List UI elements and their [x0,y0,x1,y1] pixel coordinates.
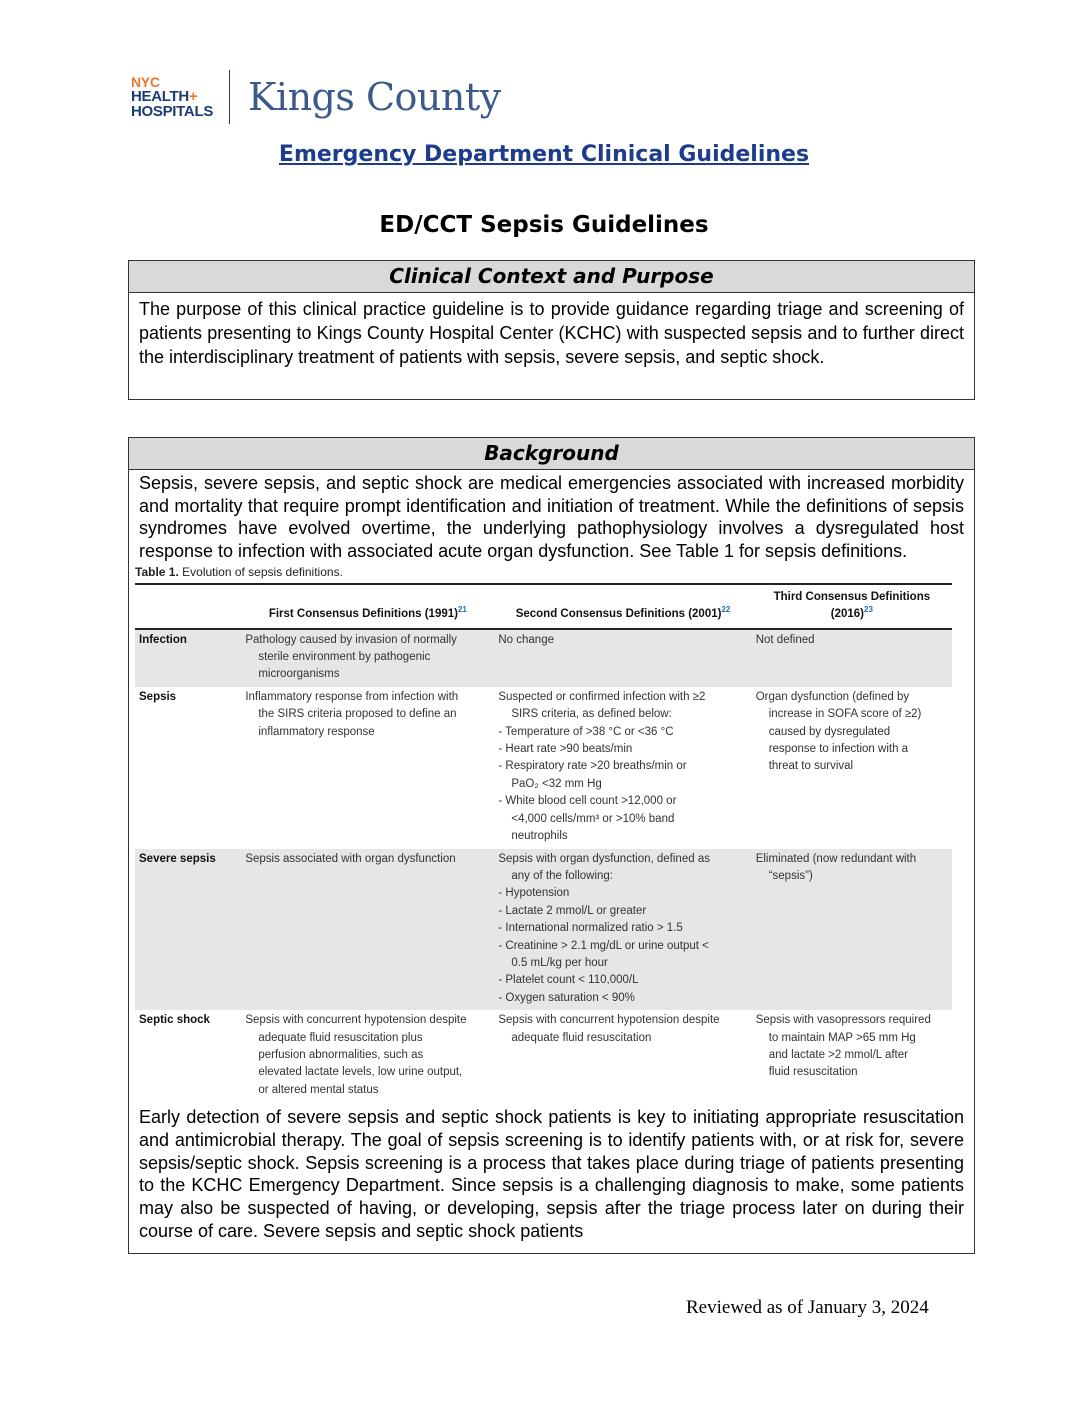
cell-line: - Creatinine > 2.1 mg/dL or urine output < [498,939,709,952]
header-blank [135,584,241,629]
cell-line: the SIRS criteria proposed to define an [258,708,457,721]
cell-second [494,1010,751,1102]
reviewed-date: Reviewed as of January 3, 2024 [686,1297,929,1318]
row-label: Septic shock [139,1014,210,1027]
cell-third [752,849,952,1011]
cell-line: <4,000 cells/mm³ or >10% band [511,812,675,825]
cell-first [241,629,494,687]
cell-first [241,849,494,1011]
cell-line: Not defined [755,633,815,646]
cell-line: microorganisms [258,668,340,681]
cell-first [241,687,494,849]
cell-line: or altered mental status [258,1083,379,1096]
row-label: Sepsis [139,690,177,703]
table-row [135,687,952,849]
cell-line: perfusion abnormalities, such as [258,1048,424,1061]
logo-nyc: NYC [131,74,160,90]
cell-line: No change [498,633,554,646]
cell-line: Suspected or confirmed infection with ≥2 [498,690,706,703]
cell-line: Sepsis with concurrent hypotension despite [245,1014,467,1027]
sepsis-definitions-table-figure [135,565,970,1102]
cell-third [752,1010,952,1102]
background-followup: Early detection of severe sepsis and septic shock patients is key to initiating appropriate resuscitation and antimicrobial therapy. The goal of sepsis screening is to identify patients with, or at risk for, severe sepsis/septic shock. Sepsis screening is a process that takes place during triage of patients presenting to the KCHC Emergency Department. Since sepsis is a challenging diagnosis to make, some patients may also be suspected of having, or developing, sepsis after the triage process later on during their course of care. Severe sepsis and septic shock patients [139,1107,964,1241]
table-caption-label: Table 1. [135,564,179,579]
logo-divider [229,70,230,124]
cell-line: elevated lactate levels, low urine output, [258,1066,463,1079]
cell-line: Sepsis with vasopressors required [755,1014,931,1027]
cell-second [494,629,751,687]
cell-line: - Respiratory rate >20 breaths/min or [498,760,687,773]
cell-line: Sepsis with organ dysfunction, defined as [498,852,710,865]
header-second-consensus: Second Consensus Definitions $(2001)^{22}$ [494,584,751,629]
cell-line: - Temperature of >38 °C or <36 °C [498,725,674,738]
nyc-health-hospitals-wordmark [131,75,213,119]
cell-line: inflammatory response [258,725,375,738]
cell-line: adequate fluid resuscitation [511,1031,652,1044]
cell-line: PaO₂ <32 mm Hg [511,777,602,790]
sepsis-definitions-table [135,583,952,1102]
row-label: Severe sepsis [135,849,241,1011]
background-section [128,437,975,1254]
cell-line: adequate fluid resuscitation plus [258,1031,423,1044]
document-subtitle: ED/CCT Sepsis Guidelines [379,212,709,238]
cell-second [494,687,751,849]
table-caption [135,565,970,579]
cell-line: Sepsis with concurrent hypotension despite [498,1014,720,1027]
cell-line: SIRS criteria, as defined below: [511,708,672,721]
logo-health: HEALTH+ [131,88,198,105]
cell-line: - Oxygen saturation < 90% [498,991,635,1004]
cell-line: Inflammatory response from infection with [245,690,459,703]
table-row [135,1010,952,1102]
table-caption-text: Evolution of sepsis definitions. [182,564,343,579]
cell-line: Sepsis associated with organ dysfunction [245,852,456,865]
cell-third [752,629,952,687]
cell-line: - Hypotension [498,887,570,900]
header-third-consensus: Third Consensus Definitions $(2016)^{23}$ [752,584,952,629]
table-header-row [135,584,952,629]
cell-line: and lactate >2 mmol/L after [768,1048,908,1061]
cell-second [494,849,751,1011]
logo-hospitals: HOSPITALS [131,103,214,120]
cell-line: threat to survival [768,760,854,773]
cell-line: response to infection with a [768,743,909,756]
cell-line: Pathology caused by invasion of normally [245,633,457,646]
cell-line: 0.5 mL/kg per hour [511,956,608,969]
cell-line: - Heart rate >90 beats/min [498,743,633,756]
cell-line: neutrophils [511,830,568,843]
facility-name: Kings County [248,75,501,119]
cell-line: “sepsis”) [768,869,813,882]
header-first-consensus: First Consensus Definitions $(1991)^{21}$ [241,584,494,629]
cell-line: fluid resuscitation [768,1066,858,1079]
cell-line: - Lactate 2 mmol/L or greater [498,904,647,917]
cell-line: - Platelet count < 110,000/L [498,974,639,987]
background-intro: Sepsis, severe sepsis, and septic shock are medical emergencies associated with increased morbidity and mortality that require prompt identification and initiation of treatment. While the definitions of sepsis syndromes have evolved overtime, the underlying pathophysiology involves a dysregulated host response to infection with associated acute organ dysfunction. See Table 1 for sepsis definitions. [139,473,964,562]
hospital-logo [131,66,501,128]
cell-line: - International normalized ratio > 1.5 [498,922,683,935]
cell-line: to maintain MAP >65 mm Hg [768,1031,916,1044]
cell-first [241,1010,494,1102]
cell-line: increase in SOFA score of ≥2) [768,708,922,721]
cell-line: caused by dysregulated [768,725,891,738]
cell-line: any of the following: [511,869,614,882]
table-row [135,629,952,687]
cell-line: Organ dysfunction (defined by [755,690,910,703]
row-label: Infection [135,629,241,687]
cell-line: - White blood cell count >12,000 or [498,795,677,808]
document-title: Emergency Department Clinical Guidelines [278,142,810,167]
cell-third [752,687,952,849]
purpose-section [128,260,975,400]
background-heading: Background [129,438,974,470]
purpose-text: The purpose of this clinical practice guideline is to provide guidance regarding triage and screening of patients presenting to Kings County Hospital Center (KCHC) with suspected sepsis and to further direct the interdisciplinary treatment of patients with sepsis, severe sepsis, and septic shock. [139,299,964,367]
cell-line: Eliminated (now redundant with [755,852,917,865]
table-row [135,849,952,1011]
cell-line: sterile environment by pathogenic [258,651,431,664]
purpose-heading: Clinical Context and Purpose [129,261,974,293]
